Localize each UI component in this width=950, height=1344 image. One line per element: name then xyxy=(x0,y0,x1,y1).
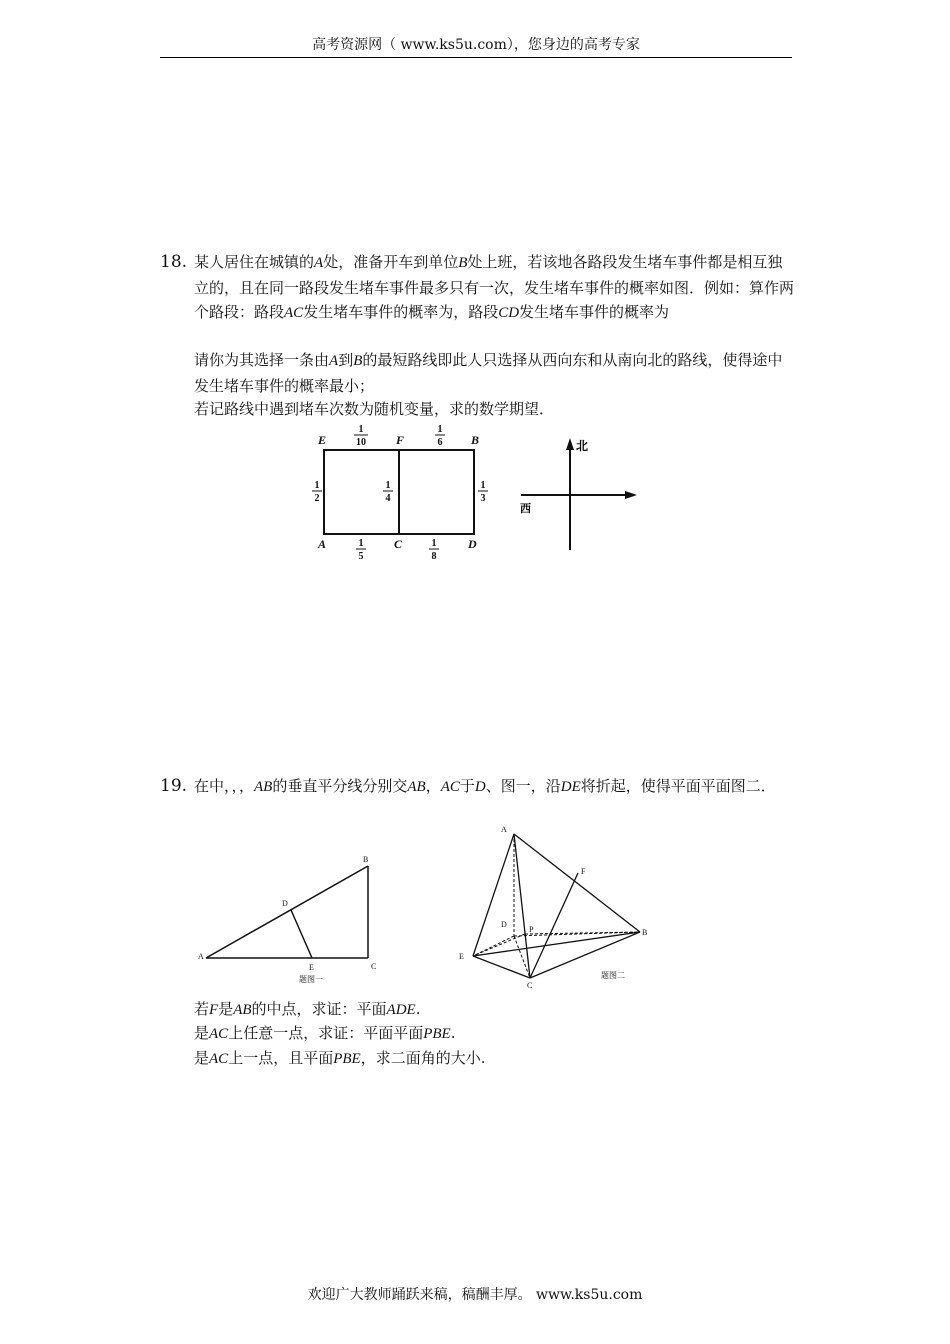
edge-CF xyxy=(530,873,578,978)
fig2-label-P: P xyxy=(529,925,534,934)
edge-PB-dashed xyxy=(525,932,640,934)
north-arrow-icon xyxy=(566,438,574,450)
q18-number: 18. xyxy=(160,252,188,272)
west-label: 西 xyxy=(520,502,531,515)
svg-text:10: 10 xyxy=(356,437,366,448)
q18-road-figure xyxy=(300,420,500,570)
fig2-label-A: A xyxy=(501,825,507,834)
svg-text:1: 1 xyxy=(314,480,320,491)
svg-text:5: 5 xyxy=(358,551,364,562)
q19-number: 19. xyxy=(160,776,188,796)
fraction-DB xyxy=(478,480,488,504)
fig2-caption: 题图二 xyxy=(601,971,625,980)
edge-EC xyxy=(473,956,530,978)
label-E: E xyxy=(318,433,327,447)
q19-part-3: 是AC上一点，且平面PBE，求二面角的大小. xyxy=(194,1049,486,1067)
label-D: D xyxy=(468,537,477,551)
fig1-label-B: B xyxy=(363,855,369,864)
svg-text:1: 1 xyxy=(480,480,486,491)
svg-text:8: 8 xyxy=(431,551,437,562)
q19-part-1: 若F是AB的中点，求证：平面ADE. xyxy=(194,1000,421,1018)
fraction-AC xyxy=(356,538,366,562)
fig1-label-E: E xyxy=(309,963,314,972)
label-A: A xyxy=(318,537,327,551)
svg-text:1: 1 xyxy=(358,538,364,549)
svg-text:4: 4 xyxy=(385,493,391,504)
compass-diagram xyxy=(515,432,645,557)
q19-part-2: 是AC上任意一点，求证：平面平面PBE. xyxy=(194,1024,456,1042)
svg-text:6: 6 xyxy=(437,437,443,448)
segment-DE xyxy=(291,910,312,958)
fig2-label-C: C xyxy=(527,981,533,990)
q18-paragraph-1: 某人居住在城镇的A处，准备开车到单位B处上班，若该地各路段发生堵车事件都是相互独立的，且在同一路段发生堵车事件最多只有一次，发生堵车事件的概率如图．例如：算作两个路段：路段AC发生堵车事件的概率为，路段CD发生堵车事件的概率为 xyxy=(194,253,795,321)
north-label: 北 xyxy=(576,439,589,453)
page-header: 高考资源网（ www.ks5u.com），您身边的高考专家 xyxy=(312,37,640,53)
fig1-caption: 题图一 xyxy=(299,975,323,984)
q19-figure-1 xyxy=(192,848,402,993)
edge-AB xyxy=(514,834,640,932)
svg-text:1: 1 xyxy=(437,424,443,435)
label-C: C xyxy=(394,537,403,551)
fig1-label-A: A xyxy=(198,952,204,961)
q19-paragraph-1: 在中，，，AB的垂直平分线分别交AB，AC于D、图一，沿DE将折起，使得平面平面图二． xyxy=(194,777,776,795)
q18-paragraph-2: 请你为其选择一条由A到B的最短路线即此人只选择从西向东和从南向北的路线，使得途中发生堵车事件的概率最小； xyxy=(194,351,783,395)
segment-AB xyxy=(206,866,368,958)
q18-paragraph-3: 若记路线中遇到堵车次数为随机变量，求的数学期望． xyxy=(194,400,555,418)
page-footer: 欢迎广大教师踊跃来稿，稿酬丰厚。 www.ks5u.com xyxy=(307,1287,643,1303)
fig2-label-B: B xyxy=(642,928,648,937)
svg-text:1: 1 xyxy=(385,480,391,491)
edge-AE xyxy=(473,834,514,956)
fraction-FB xyxy=(435,424,445,448)
svg-text:3: 3 xyxy=(480,493,486,504)
svg-text:2: 2 xyxy=(314,493,320,504)
header-rule xyxy=(160,57,792,58)
east-arrow-icon xyxy=(625,491,637,499)
label-B: B xyxy=(471,433,480,447)
svg-text:1: 1 xyxy=(358,424,364,435)
fraction-EF xyxy=(354,424,368,448)
label-F: F xyxy=(396,433,405,447)
fraction-CD xyxy=(429,538,439,562)
fig2-label-E: E xyxy=(459,952,464,961)
q19-figure-2 xyxy=(455,820,665,995)
svg-text:1: 1 xyxy=(431,538,437,549)
fig1-label-C: C xyxy=(371,962,377,971)
fraction-CF xyxy=(383,480,393,504)
fig2-label-D: D xyxy=(501,920,507,929)
fraction-AE xyxy=(312,480,322,504)
fig2-label-F: F xyxy=(581,867,586,876)
fig1-label-D: D xyxy=(282,899,288,908)
